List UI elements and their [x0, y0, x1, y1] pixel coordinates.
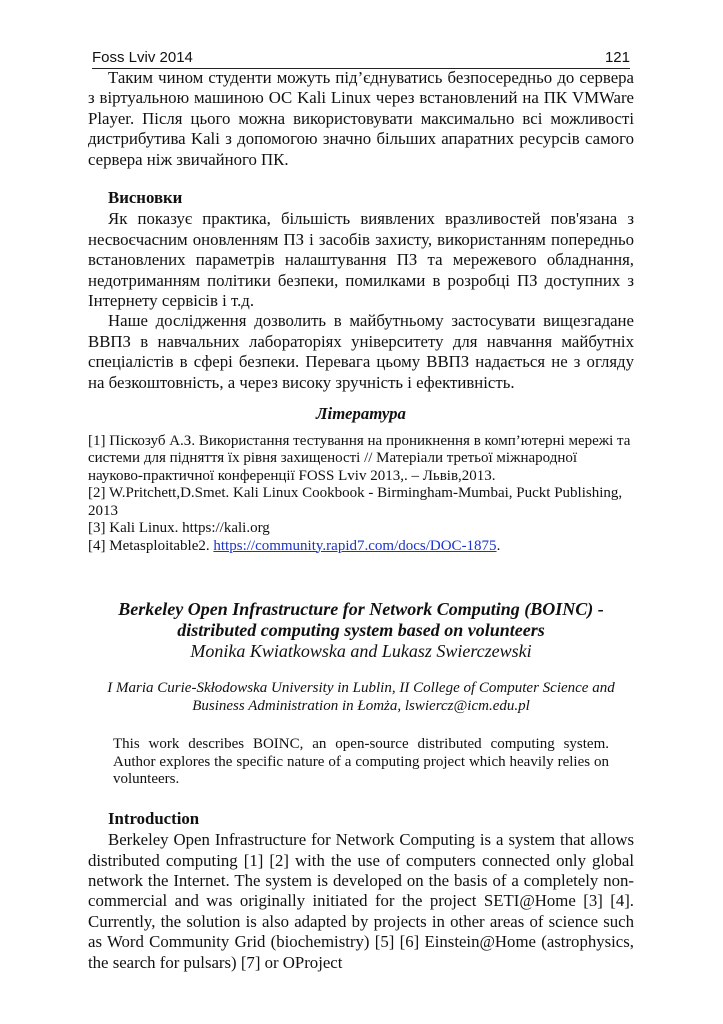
- conclusions-paragraph: Як показує практика, більшість виявлених вразливостей пов'язана з несвоєчасним оновленням ПЗ і засобів захисту, використанням попередньо встановлених параметрів налаштування ПЗ та мережевого обладнання, недотриманням політики безпеки, помилками в розробці ПЗ доступних з Інтернету сервісів і т.д.: [88, 209, 634, 311]
- page-body: [88, 68, 634, 973]
- author-affiliation: I Maria Curie-Skłodowska University in Lublin, II College of Computer Science and Business Administration in Łomża, lswiercz@icm.edu.pl: [107, 680, 615, 714]
- header-title: Foss Lviv 2014: [92, 49, 193, 66]
- conclusions-paragraph: Наше дослідження дозволить в майбутньому застосувати вищезгадане ВВПЗ в навчальних лабораторіях університету для навчання майбутніх спеціалістів в сфері безпеки. Перевага цьому ВВПЗ надається не з огляду на безкоштовність, а через високу зручність і ефективність.: [88, 311, 634, 392]
- reference-list: [88, 433, 634, 556]
- spacer: [88, 170, 634, 188]
- reference-link[interactable]: https://community.rapid7.com/docs/DOC-1875: [213, 537, 497, 554]
- abstract: This work describes BOINC, an open-source distributed computing system. Author explores the specific nature of a computing project which heavily relies on volunteers.: [113, 736, 609, 788]
- conclusions-heading: Висновки: [108, 188, 183, 208]
- article-title: [88, 599, 634, 641]
- reference-item: [1] Піскозуб А.З. Використання тестування на проникнення в комп’ютерні мережі та системи для підняття їх рівня захищеності // Матеріали третьої міжнародної науково-практичної конференції FOSS Lviv 2013,. – Львів,2013.: [88, 432, 631, 484]
- reference-item: [2] W.Pritchett,D.Smet. Kali Linux Cookbook - Birmingham-Mumbai, Puckt Publishing, 2013: [88, 485, 623, 519]
- introduction-heading: Introduction: [108, 808, 200, 828]
- reference-text: [4] Metasploitable2.: [88, 537, 214, 554]
- introduction-paragraph: Berkeley Open Infrastructure for Network Computing is a system that allows distributed computing [1] [2] with the use of computers connected only global network the Internet. The system is developed on the basis of a completely non-commercial and was originally initiated for the project SETI@Home [3] [4]. Currently, the solution is also adapted by projects in other areas of science such as Word Community Grid (biochemistry) [5] [6] Einstein@Home (astrophysics, the search for pulsars) [7] or OProject: [88, 830, 634, 972]
- reference-text: .: [496, 537, 501, 554]
- literature-heading: Література: [316, 404, 406, 424]
- article-authors: Monika Kwiatkowska and Lukasz Swierczewski: [190, 641, 532, 661]
- running-header: [92, 48, 630, 69]
- reference-item: [88, 538, 634, 556]
- body-paragraph: Таким чином студенти можуть під’єднуватись безпосередньо до сервера з віртуальною машиною ОС Kali Linux через встановлений на ПК VMWare Player. Після цього можна використовувати максимально всі можливості дистрибутива Kali з допомогою значно більших апаратних ресурсів самого сервера ніж звичайного ПК.: [88, 68, 634, 169]
- reference-item: [3] Kali Linux. https://kali.org: [88, 520, 270, 536]
- page-number: 121: [604, 49, 630, 66]
- article-title-line: distributed computing system based on volunteers: [177, 620, 545, 640]
- article-title-line: Berkeley Open Infrastructure for Network Computing (BOINC) -: [118, 599, 604, 619]
